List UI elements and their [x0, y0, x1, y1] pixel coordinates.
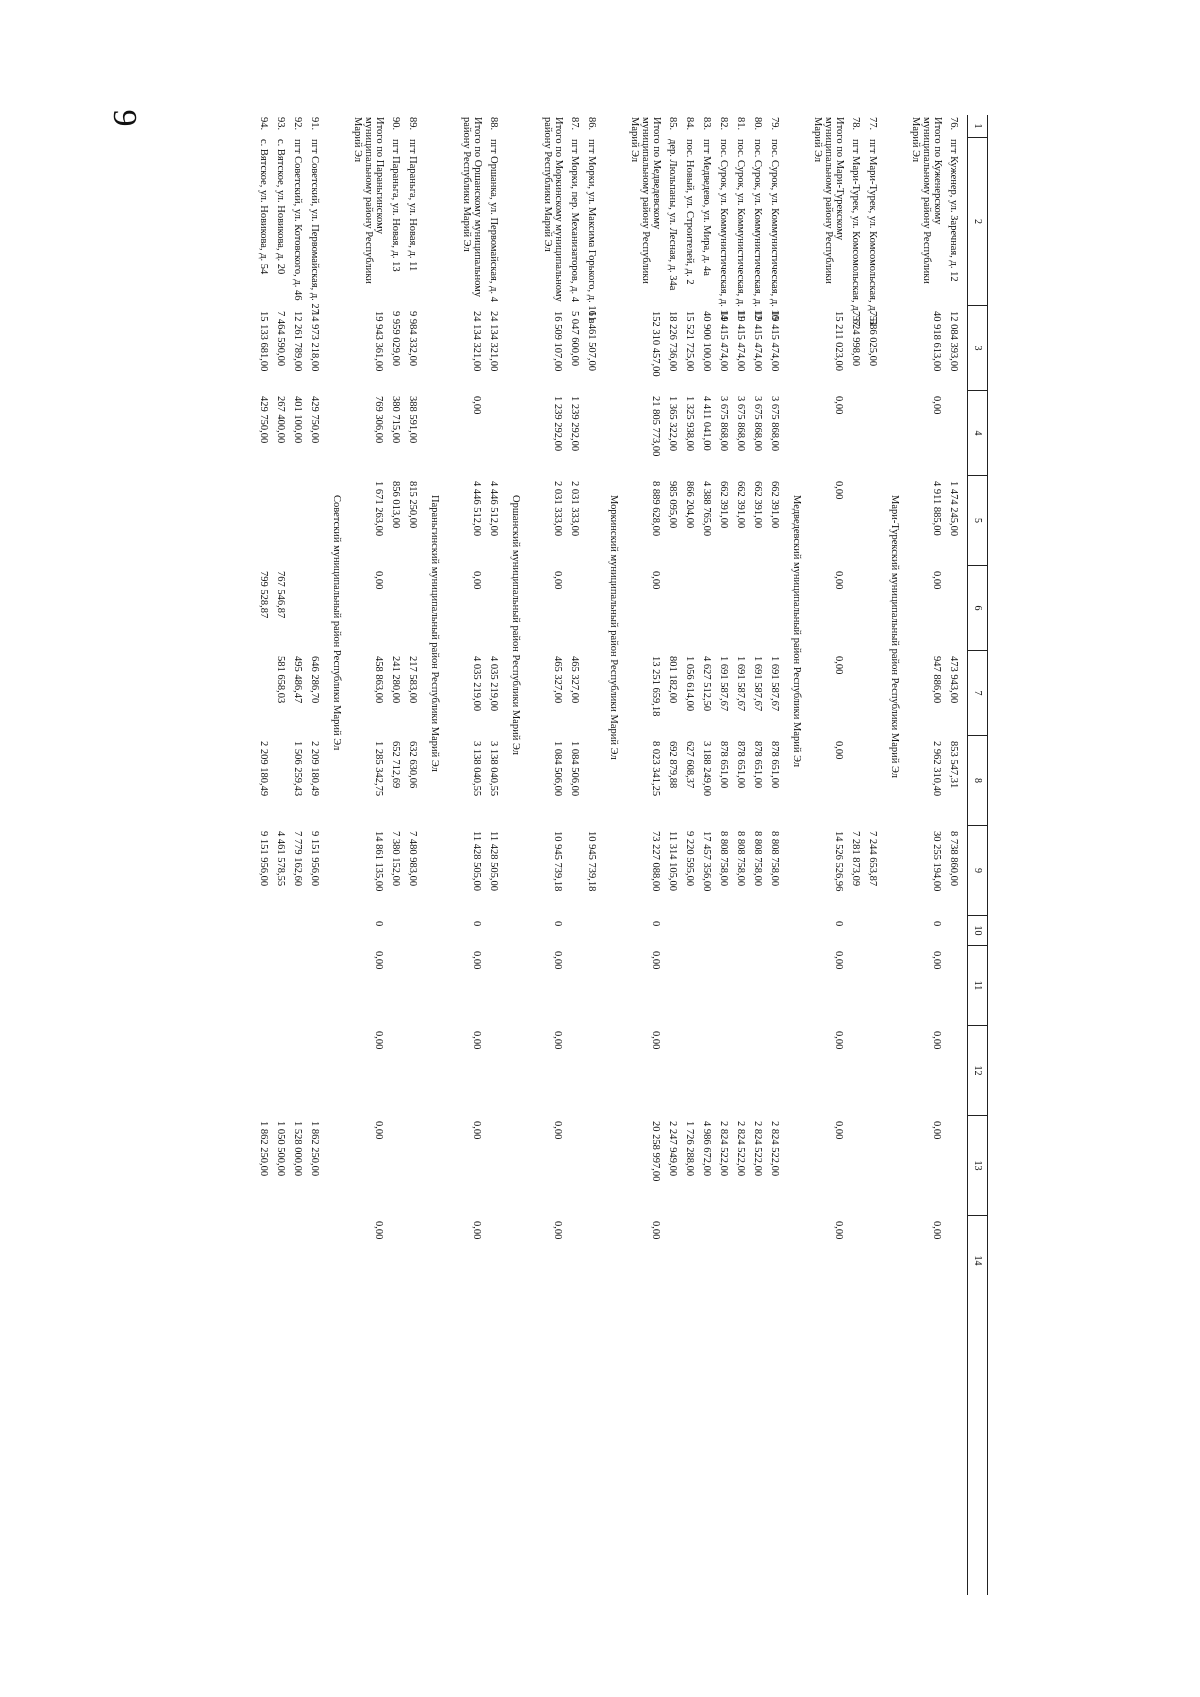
value-cell-col-13: 0,00 — [833, 1121, 844, 1140]
value-cell-col-5: 856 013,00 — [390, 481, 401, 529]
value-cell-col-4: 0,00 — [931, 396, 942, 415]
row-number: 80. — [752, 117, 763, 131]
value-cell-col-13: 2 824 522,00 — [752, 1121, 763, 1177]
column-header-14: 14 — [968, 1215, 987, 1305]
value-cell-col-8: 878 651,00 — [752, 741, 763, 789]
value-cell-col-5: 662 391,00 — [735, 481, 746, 529]
value-cell-col-6: 799 528,87 — [258, 571, 269, 619]
value-cell-col-8: 8 023 341,25 — [650, 741, 661, 797]
value-cell-col-8: 2 962 310,40 — [931, 741, 942, 797]
value-cell-col-9: 14 526 526,96 — [833, 831, 844, 892]
table-row — [767, 115, 781, 1595]
data-table — [188, 115, 988, 1595]
value-cell-col-7: 646 286,70 — [309, 656, 320, 704]
row-number: 93. — [275, 117, 286, 131]
value-cell-col-9: 10 945 739,18 — [586, 831, 597, 892]
value-cell-col-6: 0,00 — [373, 571, 384, 590]
value-cell-col-13: 0,00 — [373, 1121, 384, 1140]
section-heading: Медведевский муниципальный район Республики Марий Эл — [791, 495, 802, 768]
value-cell-col-7: 801 182,00 — [667, 656, 678, 704]
value-cell-col-3: 9 984 332,00 — [407, 311, 418, 367]
value-cell-col-5: 4 388 765,00 — [701, 481, 712, 537]
value-cell-col-11: 0,00 — [471, 951, 482, 970]
total-row — [910, 115, 943, 1595]
value-cell-col-9: 8 808 758,00 — [735, 831, 746, 887]
value-cell-col-5: 1 671 263,00 — [373, 481, 384, 537]
value-cell-col-3: 19 415 474,00 — [769, 311, 780, 372]
column-header-8: 8 — [968, 735, 987, 825]
value-cell-col-8: 2 209 180,49 — [309, 741, 320, 797]
value-cell-col-9: 9 151 956,00 — [258, 831, 269, 887]
column-header-2: 2 — [968, 137, 987, 305]
value-cell-col-13: 1 862 250,00 — [258, 1121, 269, 1177]
address-cell: пос. Новый, ул. Строителей, д. 2 — [684, 139, 695, 285]
column-header-1: 1 — [972, 123, 983, 129]
value-cell-col-7: 473 943,00 — [948, 656, 959, 704]
column-header-3: 3 — [968, 305, 987, 390]
address-cell: Итого по Параньгинскому муниципальному району Республики Марий Эл — [352, 117, 385, 284]
value-cell-col-13: 0,00 — [931, 1121, 942, 1140]
value-cell-col-10: 0 — [650, 921, 661, 927]
value-cell-col-8: 1 285 342,75 — [373, 741, 384, 797]
value-cell-col-10: 0 — [373, 921, 384, 927]
total-row — [352, 115, 385, 1595]
value-cell-col-8: 3 188 249,00 — [701, 741, 712, 797]
section-heading: Советский муниципальный район Республики Марий Эл — [331, 495, 342, 751]
value-cell-col-4: 429 750,00 — [309, 396, 320, 444]
value-cell-col-7: 458 863,00 — [373, 656, 384, 704]
value-cell-col-9: 10 945 739,18 — [552, 831, 563, 892]
value-cell-col-4: 3 675 868,00 — [752, 396, 763, 452]
value-cell-col-5: 815 250,00 — [407, 481, 418, 529]
address-cell: пгт Куженер, ул. Заречная, д. 12 — [948, 139, 959, 282]
value-cell-col-4: 380 715,00 — [390, 396, 401, 444]
total-row — [461, 115, 483, 1595]
value-cell-col-13: 1 528 000,00 — [292, 1121, 303, 1177]
row-number: 94. — [258, 117, 269, 131]
value-cell-col-7: 4 035 219,00 — [471, 656, 482, 712]
value-cell-col-6: 0,00 — [471, 571, 482, 590]
value-cell-col-6: 767 546,87 — [275, 571, 286, 619]
address-cell: с. Вятское, ул. Новикова, д. 20 — [275, 139, 286, 275]
value-cell-col-3: 7 586 025,00 — [867, 311, 878, 367]
value-cell-col-7: 13 251 659,18 — [650, 656, 661, 717]
row-number: 91. — [309, 117, 320, 131]
total-row — [542, 115, 564, 1595]
value-cell-col-3: 40 918 613,00 — [931, 311, 942, 372]
value-cell-col-4: 769 306,00 — [373, 396, 384, 444]
value-cell-col-4: 21 805 773,00 — [650, 396, 661, 457]
section-heading: Оршанский муниципальный район Республики Марий Эл — [510, 495, 521, 755]
value-cell-col-4: 3 675 868,00 — [718, 396, 729, 452]
value-cell-col-9: 7 480 983,00 — [407, 831, 418, 887]
value-cell-col-5: 2 031 333,00 — [552, 481, 563, 537]
table-header — [967, 115, 988, 1595]
address-cell: пос. Сурок, ул. Коммунистическая, д. 12 — [752, 139, 763, 320]
value-cell-col-3: 19 415 474,00 — [752, 311, 763, 372]
value-cell-col-5: 662 391,00 — [752, 481, 763, 529]
table-row — [946, 115, 960, 1595]
value-cell-col-9: 11 428 505,00 — [488, 831, 499, 891]
row-number: 83. — [701, 117, 712, 131]
value-cell-col-12: 0,00 — [552, 1031, 563, 1050]
address-cell: пгт Мари-Турек, ул. Комсомольская, д. 51 — [867, 139, 878, 327]
row-number: 82. — [718, 117, 729, 131]
value-cell-col-7: 241 280,00 — [390, 656, 401, 704]
value-cell-col-7: 4 035 219,00 — [488, 656, 499, 712]
address-cell: дер. Люльпаны, ул. Лесная, д. 34а — [667, 139, 678, 291]
total-row — [812, 115, 845, 1595]
table-row — [256, 115, 270, 1595]
address-cell: пгт Морки, ул. Максима Горького, д. 16 в — [586, 139, 597, 324]
row-number: 89. — [407, 117, 418, 131]
value-cell-col-3: 7 624 998,00 — [850, 311, 861, 367]
row-number: 76. — [948, 117, 959, 131]
table-row — [405, 115, 419, 1595]
value-cell-col-9: 7 380 152,00 — [390, 831, 401, 887]
value-cell-col-9: 7 779 162,60 — [292, 831, 303, 887]
value-cell-col-6: 0,00 — [650, 571, 661, 590]
value-cell-col-11: 0,00 — [552, 951, 563, 970]
value-cell-col-8: 3 138 040,55 — [471, 741, 482, 797]
column-header-6: 6 — [968, 565, 987, 650]
value-cell-col-8: 632 630,06 — [407, 741, 418, 789]
value-cell-col-8: 1 084 506,00 — [552, 741, 563, 797]
value-cell-col-6: 0,00 — [833, 571, 844, 590]
value-cell-col-3: 24 134 321,00 — [471, 311, 482, 372]
value-cell-col-5: 2 031 333,00 — [569, 481, 580, 537]
value-cell-col-7: 495 486,47 — [292, 656, 303, 704]
address-cell: пгт Советский, ул. Котовского, д. 46 — [292, 139, 303, 301]
value-cell-col-8: 627 608,37 — [684, 741, 695, 789]
value-cell-col-8: 2 209 180,49 — [258, 741, 269, 797]
value-cell-col-9: 8 808 758,00 — [718, 831, 729, 887]
section-heading: Параньгинский муниципальный район Республики Марий Эл — [429, 495, 440, 772]
value-cell-col-9: 8 808 758,00 — [752, 831, 763, 887]
value-cell-col-12: 0,00 — [931, 1031, 942, 1050]
address-cell: пгт Морки, пер. Механизаторов, д. 4 — [569, 139, 580, 302]
section-heading: Моркинский муниципальный район Республики Марий Эл — [608, 495, 619, 760]
value-cell-col-9: 8 808 758,00 — [769, 831, 780, 887]
value-cell-col-5: 0,00 — [833, 481, 844, 500]
table-row — [699, 115, 713, 1595]
address-cell: пгт Параньга, ул. Новая, д. 11 — [407, 139, 418, 272]
table-viewport — [188, 115, 988, 1595]
value-cell-col-10: 0 — [471, 921, 482, 927]
value-cell-col-8: 652 712,69 — [390, 741, 401, 789]
value-cell-col-3: 11 461 507,00 — [586, 311, 597, 371]
address-cell: пос. Сурок, ул. Коммунистическая, д. 11 — [735, 139, 746, 320]
value-cell-col-13: 4 986 672,00 — [701, 1121, 712, 1177]
value-cell-col-3: 15 521 725,00 — [684, 311, 695, 372]
value-cell-col-5: 985 095,00 — [667, 481, 678, 529]
value-cell-col-4: 388 591,00 — [407, 396, 418, 444]
value-cell-col-9: 17 457 356,00 — [701, 831, 712, 892]
value-cell-col-12: 0,00 — [373, 1031, 384, 1050]
value-cell-col-13: 2 824 522,00 — [769, 1121, 780, 1177]
value-cell-col-9: 4 461 578,55 — [275, 831, 286, 887]
value-cell-col-7: 465 327,00 — [552, 656, 563, 704]
value-cell-col-3: 19 415 474,00 — [718, 311, 729, 372]
value-cell-col-8: 692 879,88 — [667, 741, 678, 789]
value-cell-col-8: 1 084 506,00 — [569, 741, 580, 797]
value-cell-col-3: 9 959 029,00 — [390, 311, 401, 367]
value-cell-col-4: 4 411 041,00 — [701, 396, 712, 451]
value-cell-col-10: 0 — [552, 921, 563, 927]
total-row — [629, 115, 662, 1595]
value-cell-col-5: 662 391,00 — [718, 481, 729, 529]
table-row — [273, 115, 287, 1595]
value-cell-col-5: 4 911 885,00 — [931, 481, 942, 536]
address-cell: Итого по Медведевскому муниципальному району Республики Марий Эл — [629, 117, 662, 284]
column-header-13: 13 — [968, 1115, 987, 1215]
value-cell-col-9: 14 861 135,00 — [373, 831, 384, 892]
value-cell-col-7: 1 691 587,67 — [769, 656, 780, 712]
table-row — [388, 115, 402, 1595]
address-cell: Итого по Мари-Турекскому муниципальному району Республики Марий Эл — [812, 117, 845, 284]
value-cell-col-11: 0,00 — [833, 951, 844, 970]
column-header-12: 12 — [968, 1025, 987, 1115]
value-cell-col-7: 217 583,00 — [407, 656, 418, 704]
value-cell-col-8: 878 651,00 — [735, 741, 746, 789]
table-row — [848, 115, 862, 1595]
column-header-7: 7 — [968, 650, 987, 735]
address-cell: пгт Советский, ул. Первомайская, д. 27 — [309, 139, 320, 314]
address-cell: Итого по Оршанскому муниципальному району Республики Марий Эл — [461, 117, 483, 298]
address-cell: пгт Параньга, ул. Новая, д. 13 — [390, 139, 401, 272]
table-row — [290, 115, 304, 1595]
value-cell-col-14: 0,00 — [650, 1221, 661, 1240]
row-number: 84. — [684, 117, 695, 131]
value-cell-col-14: 0,00 — [833, 1221, 844, 1240]
value-cell-col-14: 0,00 — [471, 1221, 482, 1240]
value-cell-col-4: 1 239 292,00 — [569, 396, 580, 452]
value-cell-col-12: 0,00 — [650, 1031, 661, 1050]
address-cell: пос. Сурок, ул. Коммунистическая, д. 14 — [718, 139, 729, 320]
value-cell-col-3: 12 261 789,00 — [292, 311, 303, 372]
value-cell-col-7: 1 056 614,00 — [684, 656, 695, 712]
value-cell-col-3: 19 943 361,00 — [373, 311, 384, 372]
table-row — [584, 115, 598, 1595]
value-cell-col-7: 581 658,03 — [275, 656, 286, 704]
value-cell-col-12: 0,00 — [471, 1031, 482, 1050]
row-number: 77. — [867, 117, 878, 131]
value-cell-col-9: 7 244 653,87 — [867, 831, 878, 887]
row-number: 90. — [390, 117, 401, 131]
value-cell-col-3: 12 084 393,00 — [948, 311, 959, 372]
value-cell-col-5: 866 204,00 — [684, 481, 695, 529]
value-cell-col-3: 15 211 023,00 — [833, 311, 844, 371]
value-cell-col-8: 0,00 — [833, 741, 844, 760]
column-header-11: 11 — [968, 945, 987, 1025]
value-cell-col-12: 0,00 — [833, 1031, 844, 1050]
value-cell-col-8: 878 651,00 — [769, 741, 780, 789]
value-cell-col-11: 0,00 — [373, 951, 384, 970]
value-cell-col-3: 7 464 590,00 — [275, 311, 286, 367]
value-cell-col-3: 16 509 107,00 — [552, 311, 563, 372]
row-number: 85. — [667, 117, 678, 131]
value-cell-col-4: 0,00 — [471, 396, 482, 415]
table-row — [865, 115, 879, 1595]
value-cell-col-4: 401 100,00 — [292, 396, 303, 444]
value-cell-col-4: 0,00 — [833, 396, 844, 415]
value-cell-col-9: 9 220 595,00 — [684, 831, 695, 887]
value-cell-col-11: 0,00 — [931, 951, 942, 970]
column-header-4: 4 — [968, 390, 987, 475]
value-cell-col-13: 2 247 949,00 — [667, 1121, 678, 1177]
value-cell-col-10: 0 — [931, 921, 942, 927]
value-cell-col-5: 8 889 628,00 — [650, 481, 661, 537]
row-number: 87. — [569, 117, 580, 131]
value-cell-col-5: 4 446 512,00 — [471, 481, 482, 537]
value-cell-col-5: 4 446 512,00 — [488, 481, 499, 537]
value-cell-col-3: 24 134 321,00 — [488, 311, 499, 372]
value-cell-col-3: 152 310 457,00 — [650, 311, 661, 377]
row-number: 81. — [735, 117, 746, 131]
value-cell-col-3: 15 133 681,00 — [258, 311, 269, 372]
value-cell-col-9: 73 227 088,00 — [650, 831, 661, 892]
value-cell-col-11: 0,00 — [650, 951, 661, 970]
value-cell-col-8: 3 138 040,55 — [488, 741, 499, 797]
table-row — [567, 115, 581, 1595]
value-cell-col-5: 662 391,00 — [769, 481, 780, 529]
value-cell-col-8: 878 651,00 — [718, 741, 729, 789]
section-heading: Мари-Турекский муниципальный район Республики Марий Эл — [889, 495, 900, 779]
row-number: 86. — [586, 117, 597, 131]
row-number: 79. — [769, 117, 780, 131]
table-row — [750, 115, 764, 1595]
column-header-9: 9 — [968, 825, 987, 915]
value-cell-col-4: 3 675 868,00 — [769, 396, 780, 452]
value-cell-col-7: 4 627 512,50 — [701, 656, 712, 712]
value-cell-col-3: 19 415 474,00 — [735, 311, 746, 372]
column-header-10: 10 — [968, 915, 987, 945]
value-cell-col-9: 9 151 956,00 — [309, 831, 320, 887]
value-cell-col-13: 1 050 500,00 — [275, 1121, 286, 1177]
table-row — [307, 115, 321, 1595]
value-cell-col-10: 0 — [833, 921, 844, 927]
row-number: 88. — [488, 117, 499, 131]
value-cell-col-7: 465 327,00 — [569, 656, 580, 704]
value-cell-col-7: 1 691 587,67 — [718, 656, 729, 712]
value-cell-col-5: 1 474 245,00 — [948, 481, 959, 537]
table-row — [665, 115, 679, 1595]
value-cell-col-13: 1 726 288,00 — [684, 1121, 695, 1177]
value-cell-col-7: 947 886,00 — [931, 656, 942, 704]
value-cell-col-8: 853 547,31 — [948, 741, 959, 789]
value-cell-col-14: 0,00 — [552, 1221, 563, 1240]
address-cell: Итого по Куженерскому муниципальному району Республики Марий Эл — [910, 117, 943, 284]
value-cell-col-7: 1 691 587,67 — [752, 656, 763, 712]
table-row — [716, 115, 730, 1595]
value-cell-col-4: 1 325 938,00 — [684, 396, 695, 452]
address-cell: пгт Мари-Турек, ул. Комсомольская, д. 57 — [850, 139, 861, 327]
address-cell: пгт Медведево, ул. Мира, д. 4а — [701, 139, 712, 276]
value-cell-col-9: 7 281 873,09 — [850, 831, 861, 887]
value-cell-col-4: 1 239 292,00 — [552, 396, 563, 452]
value-cell-col-6: 0,00 — [552, 571, 563, 590]
value-cell-col-4: 429 750,00 — [258, 396, 269, 444]
value-cell-col-13: 0,00 — [471, 1121, 482, 1140]
column-header-5: 5 — [968, 475, 987, 565]
value-cell-col-14: 0,00 — [931, 1221, 942, 1240]
address-cell: Итого по Моркинскому муниципальному району Республики Марий Эл — [542, 117, 564, 302]
table-row — [733, 115, 747, 1595]
row-number: 92. — [292, 117, 303, 131]
value-cell-col-9: 30 255 194,00 — [931, 831, 942, 892]
address-cell: пос. Сурок, ул. Коммунистическая, д. 10 — [769, 139, 780, 320]
value-cell-col-3: 40 900 100,00 — [701, 311, 712, 372]
value-cell-col-13: 0,00 — [552, 1121, 563, 1140]
value-cell-col-13: 20 258 997,00 — [650, 1121, 661, 1182]
address-cell: пгт Оршанка, ул. Первомайская, д. 4 — [488, 139, 499, 302]
value-cell-col-7: 0,00 — [833, 656, 844, 675]
value-cell-col-3: 18 226 736,00 — [667, 311, 678, 372]
value-cell-col-9: 11 428 505,00 — [471, 831, 482, 891]
value-cell-col-3: 14 973 218,00 — [309, 311, 320, 372]
value-cell-col-4: 3 675 868,00 — [735, 396, 746, 452]
row-number: 78. — [850, 117, 861, 131]
table-row — [682, 115, 696, 1595]
value-cell-col-9: 11 314 105,00 — [667, 831, 678, 891]
value-cell-col-13: 1 862 250,00 — [309, 1121, 320, 1177]
value-cell-col-8: 1 506 259,43 — [292, 741, 303, 797]
value-cell-col-4: 267 400,00 — [275, 396, 286, 444]
page-number: 9 — [106, 109, 143, 127]
address-cell: с. Вятское, ул. Новикова, д. 54 — [258, 139, 269, 275]
value-cell-col-13: 2 824 522,00 — [735, 1121, 746, 1177]
value-cell-col-4: 1 365 322,00 — [667, 396, 678, 452]
value-cell-col-13: 2 824 522,00 — [718, 1121, 729, 1177]
value-cell-col-9: 8 738 860,00 — [948, 831, 959, 887]
value-cell-col-14: 0,00 — [373, 1221, 384, 1240]
table-row — [486, 115, 500, 1595]
value-cell-col-6: 0,00 — [931, 571, 942, 590]
value-cell-col-7: 1 691 587,67 — [735, 656, 746, 712]
value-cell-col-3: 5 047 600,00 — [569, 311, 580, 367]
